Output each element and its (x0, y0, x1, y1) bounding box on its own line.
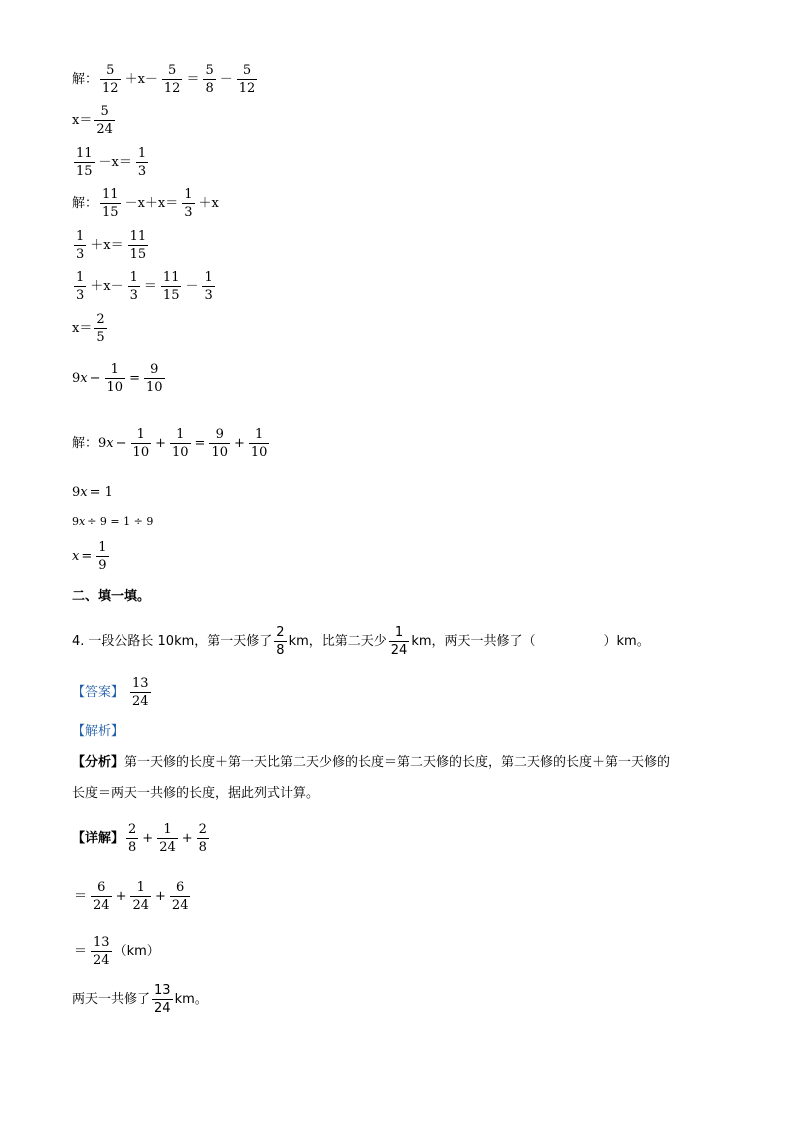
operator: x＝ (72, 113, 93, 128)
detail-label: 【详解】 (72, 831, 125, 846)
question-4 (72, 626, 650, 657)
fraction: $\frac{5}{12}$ (102, 63, 119, 96)
detail-line-1 (72, 823, 211, 854)
fraction: $\frac{13}{24}$ (154, 983, 171, 1016)
operator: － (219, 72, 233, 87)
operator: ＝ (143, 279, 157, 294)
question-number: 4. (72, 634, 85, 649)
equation-line-12 (72, 541, 111, 572)
fraction: $\frac{11}{15}$ (102, 187, 119, 220)
fraction: $\frac{2}{8}$ (128, 822, 137, 855)
fraction: $\frac{1}{10}$ (250, 427, 268, 460)
conclusion-text: 两天一共修了 (72, 992, 151, 1007)
operator: －x＋x＝ (124, 196, 179, 211)
operator: ＝ (74, 944, 88, 959)
operator: = (81, 549, 93, 564)
fraction: $\frac{9}{10}$ (211, 427, 228, 460)
operator: = (194, 436, 206, 451)
operator: ＝ (186, 72, 200, 87)
equation-line-6 (72, 271, 217, 302)
fraction: $\frac{1}{3}$ (204, 270, 213, 303)
conclusion-line (72, 984, 208, 1015)
fraction: $\frac{1}{24}$ (390, 625, 408, 658)
fraction: $\frac{1}{10}$ (106, 362, 124, 395)
operator: ÷ 9 = 1 ÷ 9 (87, 515, 154, 528)
operator: − (89, 371, 101, 386)
operator: + (142, 831, 154, 846)
variable: x (79, 515, 86, 528)
fraction: $\frac{1}{24}$ (159, 822, 176, 855)
fraction: $\frac{1}{10}$ (132, 427, 150, 460)
conclusion-text: km。 (174, 992, 208, 1007)
operator: x＝ (72, 321, 93, 336)
number: 9 (72, 371, 81, 386)
question-text: 一段公路长 10km，第一天修了 (88, 634, 273, 649)
operator: + (155, 436, 166, 451)
fraction: $\frac{2}{8}$ (276, 625, 285, 658)
analysis-label: 【解析】 (72, 724, 125, 739)
fraction: $\frac{2}{8}$ (198, 822, 207, 855)
operator: + (115, 889, 127, 904)
equation-line-11 (72, 516, 155, 527)
fraction: $\frac{1}{3}$ (184, 187, 193, 220)
operator: －x＝ (98, 155, 132, 170)
operator: ＋x－ (124, 72, 158, 87)
fraction: $\frac{6}{24}$ (93, 880, 110, 913)
fraction: $\frac{11}{15}$ (162, 270, 180, 303)
operator: － (185, 279, 199, 294)
variable: x (80, 485, 88, 500)
answer-line (72, 677, 153, 708)
question-text: km，比第二天少 (288, 634, 387, 649)
operator: = 1 (89, 485, 113, 500)
equation-line-1 (72, 64, 259, 95)
operator: = (129, 371, 140, 386)
fraction: $\frac{1}{3}$ (76, 229, 85, 262)
operator: ＋x＝ (90, 238, 124, 253)
equation-line-4 (72, 188, 221, 219)
analysis-text: 长度＝两天一共修的长度，据此列式计算。 (72, 786, 320, 801)
equation-line-5 (72, 230, 150, 261)
number: 9 (72, 485, 81, 500)
solution-label: 解： (72, 72, 99, 87)
section-heading: 二、填一填。 (72, 589, 151, 604)
equation-line-8 (72, 363, 167, 394)
equation-line-2 (72, 105, 117, 136)
fraction: $\frac{11}{15}$ (129, 229, 147, 262)
fraction: $\frac{5}{24}$ (96, 104, 113, 137)
operator: ＝ (74, 889, 88, 904)
fraction: $\frac{1}{24}$ (132, 880, 150, 913)
detail-line-2 (72, 881, 192, 912)
analysis-line-2 (72, 787, 319, 800)
number: 9 (72, 515, 79, 528)
solution-label: 解： (72, 196, 99, 211)
analysis-text: 第一天修的长度＋第一天比第二天少修的长度＝第二天修的长度，第二天修的长度＋第一天修的 (124, 755, 671, 770)
fraction: $\frac{13}{24}$ (132, 676, 149, 709)
analysis-tag: 【分析】 (72, 755, 125, 770)
equation-line-7 (72, 313, 109, 344)
operator: ＋x－ (90, 279, 124, 294)
operator: − (115, 436, 127, 451)
fraction: $\frac{2}{5}$ (96, 312, 105, 345)
variable: x (106, 436, 114, 451)
operator: + (234, 436, 245, 451)
solution-label: 解： (72, 436, 99, 451)
detail-line-3 (72, 936, 160, 967)
fraction: $\frac{1}{3}$ (76, 270, 85, 303)
fraction: $\frac{1}{10}$ (172, 427, 189, 460)
question-text: km，两天一共修了（ (411, 634, 536, 649)
fraction: $\frac{1}{3}$ (129, 270, 138, 303)
operator: + (181, 831, 193, 846)
equation-line-9 (72, 428, 271, 459)
equation-line-3 (72, 147, 150, 178)
operator: ＋x (198, 196, 219, 211)
variable: x (72, 549, 80, 564)
unit-label: （km） (113, 944, 160, 959)
fraction: $\frac{13}{24}$ (93, 935, 110, 968)
number: 9 (98, 436, 107, 451)
fraction: $\frac{9}{10}$ (145, 362, 163, 395)
question-text: ）km。 (603, 634, 650, 649)
fraction: $\frac{11}{15}$ (76, 146, 93, 179)
variable: x (80, 371, 88, 386)
operator: + (155, 889, 166, 904)
fraction: $\frac{1}{9}$ (98, 540, 107, 573)
equation-line-10 (72, 486, 115, 499)
fraction: $\frac{5}{12}$ (163, 63, 181, 96)
fraction: $\frac{6}{24}$ (171, 880, 189, 913)
analysis-line-1 (72, 756, 670, 769)
fraction: $\frac{5}{12}$ (238, 63, 256, 96)
fraction: $\frac{1}{3}$ (137, 146, 147, 179)
answer-label: 【答案】 (72, 685, 125, 700)
fraction: $\frac{5}{8}$ (205, 63, 214, 96)
